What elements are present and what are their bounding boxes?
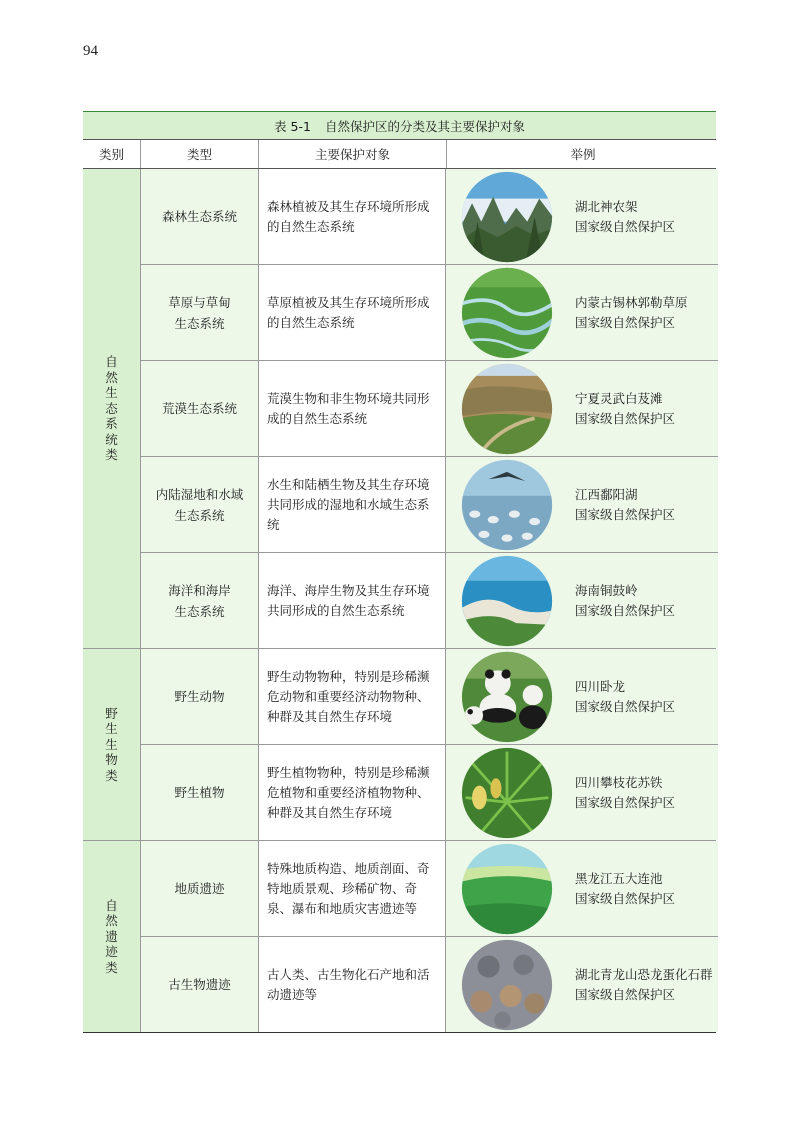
protected-target-cell: 水生和陆栖生物及其生存环境共同形成的湿地和水域生态系统 [259,457,446,552]
header-protected-targets: 主要保护对象 [259,140,447,168]
table-row [141,937,718,1032]
example-name: 内蒙古锡林郭勒草原 [575,294,688,310]
coast-sea-icon [461,555,553,647]
category-group [83,169,716,649]
example-name: 黑龙江五大连池 [575,870,663,886]
example-cell [446,649,718,744]
grassland-river-icon [461,267,553,359]
type-cell: 草原与草甸 生态系统 [141,265,259,360]
protected-target-cell: 特殊地质构造、地质剖面、奇特地质景观、珍稀矿物、奇泉、瀑布和地质灾害遗迹等 [259,841,446,936]
table-number: 表 5-1 [274,118,311,134]
example-name: 湖北神农架 [575,198,638,214]
header-type: 类型 [141,140,259,168]
giant-panda-icon [461,651,553,743]
example-text [575,581,675,621]
table-row [141,457,718,553]
table-title: 自然保护区的分类及其主要保护对象 [324,118,525,134]
example-cell [446,937,718,1032]
protected-target-cell: 野生植物物种，特别是珍稀濒危植物和重要经济植物物种、种群及其自然生存环境 [259,745,446,840]
category-cell [83,649,141,840]
wetland-cranes-icon [461,459,553,551]
type-cell: 森林生态系统 [141,169,259,264]
cycad-plant-icon [461,747,553,839]
type-cell: 荒漠生态系统 [141,361,259,456]
example-cell [446,457,718,552]
desert-landscape-icon [461,363,553,455]
volcanic-lake-icon [461,843,553,935]
type-cell: 海洋和海岸 生态系统 [141,553,259,648]
example-text [575,869,675,909]
type-cell: 地质遗迹 [141,841,259,936]
protected-target-cell: 草原植被及其生存环境所形成的自然生态系统 [259,265,446,360]
category-cell [83,841,141,1032]
category-group [83,649,716,841]
category-cell [83,169,141,648]
example-name: 江西鄱阳湖 [575,486,638,502]
example-text [575,677,675,717]
example-level: 国家级自然保护区 [575,794,676,810]
example-text [575,773,675,813]
example-level: 国家级自然保护区 [575,410,676,426]
example-cell [446,841,718,936]
category-rows [141,649,718,840]
example-name: 四川攀枝花苏铁 [575,774,663,790]
mountain-forest-icon [461,171,553,263]
table-header-row [83,139,716,169]
example-cell [446,169,718,264]
example-cell [446,553,718,648]
example-text [575,965,713,1005]
example-level: 国家级自然保护区 [575,314,676,330]
table-row [141,265,718,361]
protected-target-cell: 森林植被及其生存环境所形成的自然生态系统 [259,169,446,264]
example-level: 国家级自然保护区 [575,602,676,618]
protected-target-cell: 古人类、古生物化石产地和活动遗迹等 [259,937,446,1032]
protected-target-cell: 荒漠生物和非生物环境共同形成的自然生态系统 [259,361,446,456]
type-cell: 野生动物 [141,649,259,744]
category-group [83,841,716,1033]
example-text [575,197,675,237]
example-text [575,485,675,525]
example-level: 国家级自然保护区 [575,698,676,714]
table-row [141,169,718,265]
example-level: 国家级自然保护区 [575,986,676,1002]
example-level: 国家级自然保护区 [575,218,676,234]
example-text [575,389,675,429]
example-level: 国家级自然保护区 [575,506,676,522]
type-cell: 古生物遗迹 [141,937,259,1032]
example-level: 国家级自然保护区 [575,890,676,906]
header-category: 类别 [83,140,141,168]
dinosaur-eggs-icon [461,939,553,1031]
category-label: 自然遗迹类 [105,897,118,975]
example-name: 海南铜鼓岭 [575,582,638,598]
category-rows [141,841,718,1032]
example-name: 四川卧龙 [575,678,626,694]
category-label: 野生生物类 [105,705,118,783]
protected-target-cell: 野生动物物种，特别是珍稀濒危动物和重要经济动物物种、种群及其自然生存环境 [259,649,446,744]
table-body [83,169,716,1033]
example-name: 湖北青龙山恐龙蛋化石群 [575,966,713,982]
example-cell [446,361,718,456]
reserve-classification-table [83,111,716,1033]
table-row [141,649,718,745]
page-number: 94 [83,43,98,59]
example-text [575,293,688,333]
example-cell [446,265,718,360]
table-row [141,553,718,648]
header-example: 举例 [570,147,596,162]
type-cell: 野生植物 [141,745,259,840]
category-rows [141,169,718,648]
protected-target-cell: 海洋、海岸生物及其生存环境共同形成的自然生态系统 [259,553,446,648]
category-label: 自然生态系统类 [105,354,118,463]
table-row [141,841,718,937]
table-caption [83,111,716,139]
type-cell: 内陆湿地和水域 生态系统 [141,457,259,552]
example-cell [446,745,718,840]
table-row [141,361,718,457]
example-name: 宁夏灵武白芨滩 [575,390,663,406]
table-row [141,745,718,840]
